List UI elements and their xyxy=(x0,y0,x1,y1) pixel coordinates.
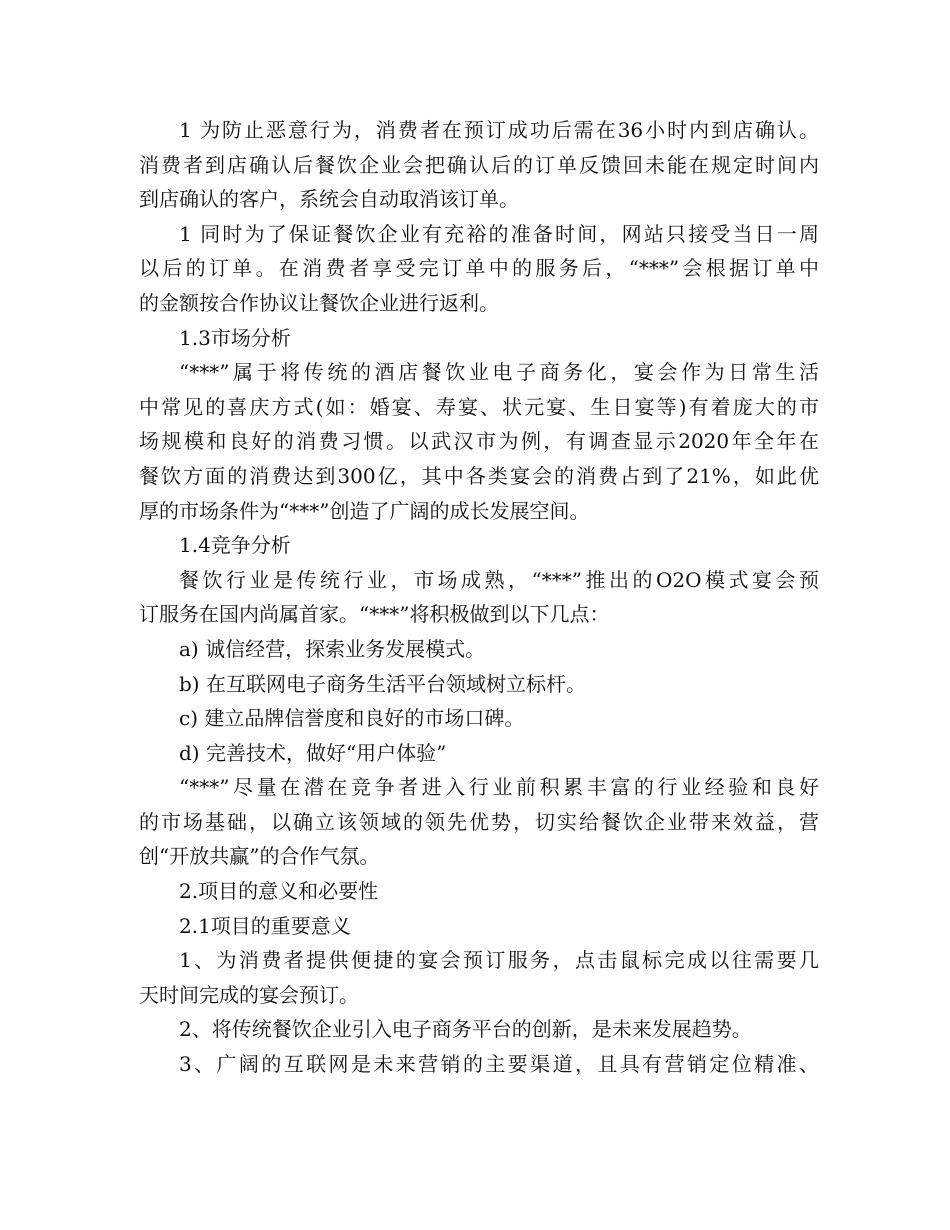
text-line: 1.4竞争分析 xyxy=(179,533,291,558)
text-line: 餐饮行业是传统行业，市场成熟，“***”推出的O2O模式宴会预 xyxy=(179,567,819,592)
text-line: 天时间完成的宴会预订。 xyxy=(139,982,359,1007)
text-line: 2.1项目的重要意义 xyxy=(179,913,351,938)
text-line: 餐饮方面的消费达到300亿，其中各类宴会的消费占到了21%，如此优 xyxy=(139,463,819,488)
text-line: 中常见的喜庆方式(如：婚宴、寿宴、状元宴、生日宴等)有着庞大的市 xyxy=(139,394,819,419)
document-page xyxy=(139,113,819,1082)
text-line: “***”属于将传统的酒店餐饮业电子商务化，宴会作为日常生活 xyxy=(179,360,819,385)
text-line: 的市场基础，以确立该领域的领先优势，切实给餐饮企业带来效益，营 xyxy=(139,809,819,834)
text-line: 1、为消费者提供便捷的宴会预订服务，点击鼠标完成以往需要几 xyxy=(179,948,819,973)
text-line: c) 建立品牌信誉度和良好的市场口碑。 xyxy=(179,706,525,731)
text-line: 以后的订单。在消费者享受完订单中的服务后，“***”会根据订单中 xyxy=(139,256,819,281)
text-line: 1 同时为了保证餐饮企业有充裕的准备时间，网站只接受当日一周 xyxy=(179,221,819,246)
text-line: 到店确认的客户，系统会自动取消该订单。 xyxy=(139,187,519,212)
text-line: 订服务在国内尚属首家。“***”将积极做到以下几点： xyxy=(139,602,610,627)
text-line: 1 为防止恶意行为，消费者在预订成功后需在36小时内到店确认。 xyxy=(179,118,819,142)
text-line: 1.3市场分析 xyxy=(179,325,291,350)
text-line: 2、将传统餐饮企业引入电子商务平台的创新，是未来发展趋势。 xyxy=(179,1017,752,1042)
text-line: 2.项目的意义和必要性 xyxy=(179,879,379,904)
text-line: 场规模和良好的消费习惯。以武汉市为例，有调查显示2020年全年在 xyxy=(139,429,819,454)
text-line: d) 完善技术，做好“用户体验” xyxy=(179,740,447,765)
text-line: 的金额按合作协议让餐饮企业进行返利。 xyxy=(139,290,499,315)
text-line: 消费者到店确认后餐饮企业会把确认后的订单反馈回未能在规定时间内 xyxy=(139,152,819,177)
text-line: a) 诚信经营，探索业务发展模式。 xyxy=(179,636,486,661)
text-line: 3、广阔的互联网是未来营销的主要渠道，且具有营销定位精准、 xyxy=(179,1052,819,1077)
text-line: “***”尽量在潜在竞争者进入行业前积累丰富的行业经验和良好 xyxy=(179,775,819,800)
text-line: b) 在互联网电子商务生活平台领域树立标杆。 xyxy=(179,671,586,696)
text-line: 厚的市场条件为“***”创造了广阔的成长发展空间。 xyxy=(139,498,590,523)
text-line: 创“开放共赢”的合作气氛。 xyxy=(139,844,380,869)
